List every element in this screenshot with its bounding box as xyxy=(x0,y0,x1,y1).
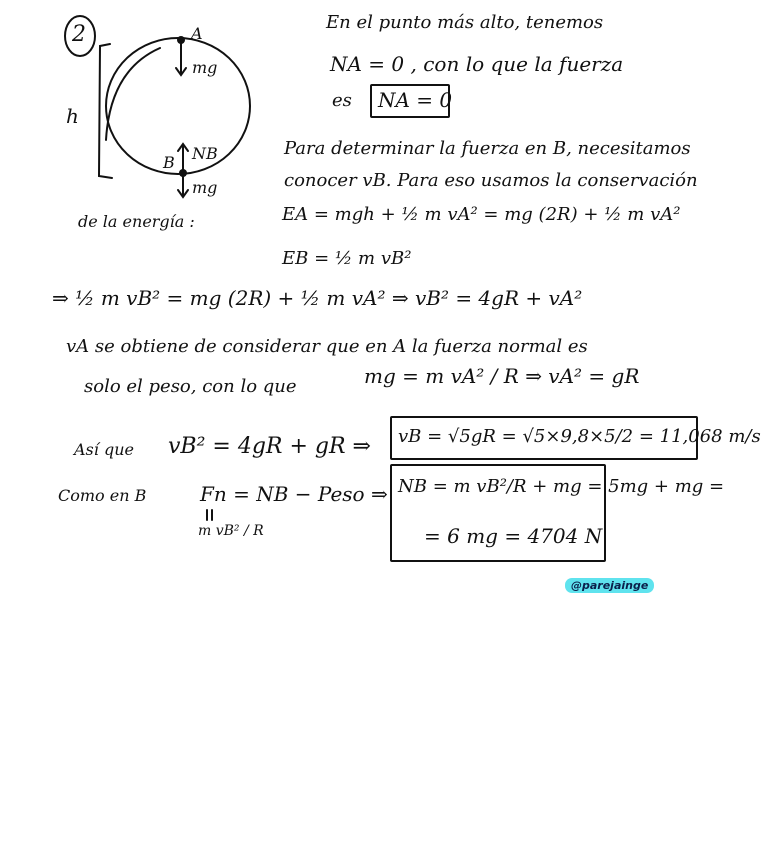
author-watermark: @parejainge xyxy=(565,578,654,593)
note-line-9-label: Así que xyxy=(74,440,134,459)
fn-equality-mark xyxy=(207,510,212,520)
label-mg-bottom: mg xyxy=(192,178,218,197)
equation-eb: EB = ½ m vB² xyxy=(282,248,412,269)
label-height: h xyxy=(66,104,79,128)
label-mg-top: mg xyxy=(192,58,218,77)
note-line-10-label: Como en B xyxy=(58,486,147,505)
note-line-4: Para determinar la fuerza en B, necesitamos xyxy=(284,138,691,159)
equation-ea: EA = mgh + ½ m vA² = mg (2R) + ½ m vA² xyxy=(282,204,681,225)
equation-fn-under: m vB² / R xyxy=(198,523,264,539)
note-line-3-prefix: es xyxy=(332,90,352,111)
point-a-dot xyxy=(177,36,185,44)
boxed-vb-text: vB = √5gR = √5×9,8×5/2 = 11,068 m/s xyxy=(398,426,761,447)
note-line-2: NA = 0 , con lo que la fuerza xyxy=(330,52,624,76)
boxed-na-text: NA = 0 xyxy=(378,88,453,112)
equation-conservation: ⇒ ½ m vB² = mg (2R) + ½ m vA² ⇒ vB² = 4gR + vA² xyxy=(52,286,583,310)
note-line-6-label: de la energía : xyxy=(78,212,195,231)
note-line-1: En el punto más alto, tenemos xyxy=(326,12,604,33)
equation-vb-squared: vB² = 4gR + gR ⇒ xyxy=(168,434,371,459)
boxed-nb-text: NB = m vB²/R + mg = 5mg + mg = xyxy=(398,476,725,497)
mg-bottom-arrow xyxy=(178,174,188,197)
loop-circle xyxy=(106,38,250,174)
label-point-a: A xyxy=(191,24,203,43)
point-b-dot xyxy=(179,169,187,177)
label-normal-b: NB xyxy=(192,144,218,163)
mg-top-arrow xyxy=(176,42,186,75)
motion-arc xyxy=(106,48,160,140)
boxed-nb-result: = 6 mg = 4704 N xyxy=(424,524,603,548)
normal-b-arrow xyxy=(178,144,188,170)
note-line-5: conocer vB. Para eso usamos la conservación xyxy=(284,170,698,191)
label-point-b: B xyxy=(163,153,175,172)
equation-fn: Fn = NB − Peso ⇒ xyxy=(200,482,388,506)
note-line-8: solo el peso, con lo que xyxy=(84,376,297,397)
problem-number: 2 xyxy=(72,22,86,47)
note-line-7: vA se obtiene de considerar que en A la fuerza normal es xyxy=(66,336,588,357)
equation-va: mg = m vA² / R ⇒ vA² = gR xyxy=(364,364,640,388)
